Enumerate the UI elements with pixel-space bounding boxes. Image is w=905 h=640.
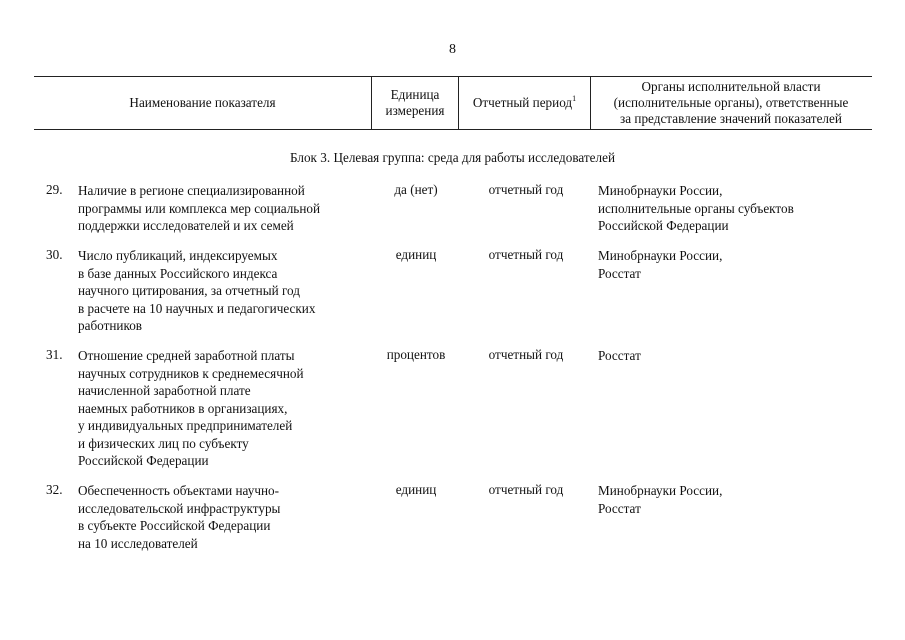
block-title: Блок 3. Целевая группа: среда для работы исследователей — [289, 150, 616, 165]
row-number: 32. — [46, 482, 63, 497]
page-number: 8 — [449, 42, 456, 57]
indicator-name: Число публикаций, индексируемых в базе данных Российского индекса научного цитирования, за отчетный год в расчете на 10 научных и педагогических работников — [78, 248, 316, 333]
responsible-bodies: Минобрнауки России, Росстат — [598, 483, 723, 516]
responsible-bodies: Росстат — [598, 348, 641, 363]
indicator-unit: единиц — [395, 247, 437, 262]
header-period-label — [473, 95, 576, 111]
header-indicator-name — [34, 76, 371, 129]
header-unit — [372, 76, 458, 129]
indicator-period: отчетный год — [488, 247, 564, 262]
responsible-bodies: Минобрнауки России, Росстат — [598, 248, 723, 281]
responsible-bodies: Минобрнауки России, исполнительные органы субъектов Российской Федерации — [598, 183, 794, 233]
row-number: 29. — [46, 182, 63, 197]
indicator-unit: процентов — [386, 347, 446, 362]
indicator-name: Наличие в регионе специализированной программы или комплекса мер социальной поддержки исследователей и их семей — [78, 183, 321, 233]
header-responsible-bodies — [591, 76, 871, 129]
indicator-period: отчетный год — [488, 482, 564, 497]
indicator-unit: да (нет) — [394, 182, 438, 197]
header-unit-label: Единица измерения — [385, 86, 445, 118]
footnote-mark: 1 — [572, 93, 577, 103]
indicator-period: отчетный год — [488, 347, 564, 362]
indicator-name: Обеспеченность объектами научно- исследовательской инфраструктуры в субъекте Российской Федерации на 10 исследователей — [78, 483, 281, 551]
header-period-text: Отчетный период — [472, 94, 573, 110]
row-number: 31. — [46, 347, 63, 362]
row-number: 30. — [46, 247, 63, 262]
indicator-unit: единиц — [395, 482, 437, 497]
table-header-bottom-rule — [34, 129, 872, 130]
indicator-name: Отношение средней заработной платы научных сотрудников к среднемесячной начисленной заработной плате наемных работников в организациях, у индивидуальных предпринимателей и физических лиц по субъекту Российской Федерации — [78, 348, 304, 468]
header-period — [459, 76, 590, 129]
header-indicator-name-label: Наименование показателя — [129, 94, 276, 110]
header-responsible-bodies-label: Органы исполнительной власти (исполнительные органы), ответственные за представление значений показателей — [613, 78, 849, 126]
indicator-period: отчетный год — [488, 182, 564, 197]
